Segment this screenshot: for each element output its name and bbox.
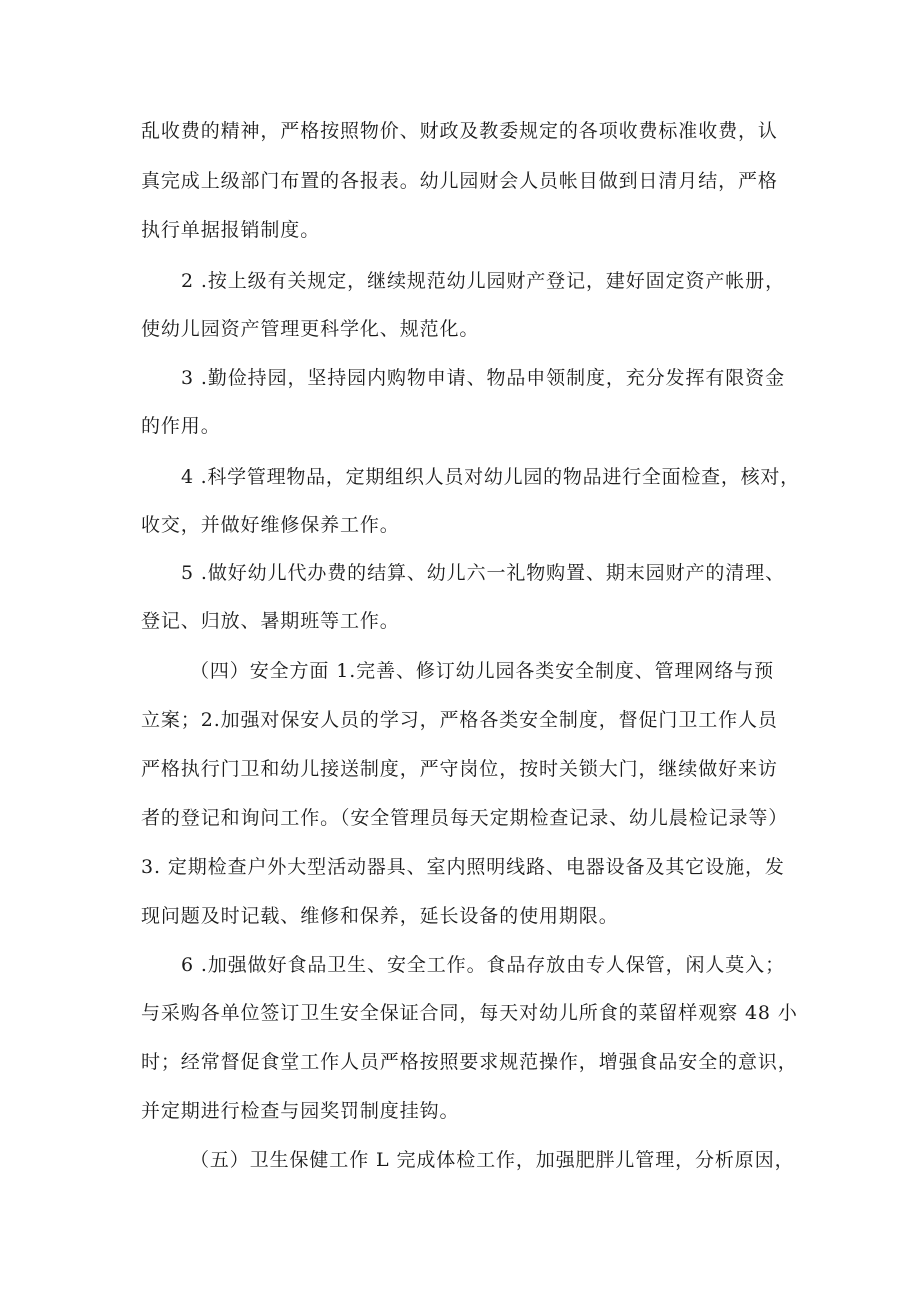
text-line: 严格执行门卫和幼儿接送制度，严守岗位，按时关锁大门，继续做好来访 [141,758,778,780]
text-line: 执行单据报销制度。 [141,219,321,241]
text-line: 的作用。 [141,415,221,437]
text-line: 使幼儿园资产管理更科学化、规范化。 [141,318,480,340]
text-line: 4 .科学管理物品，定期组织人员对幼儿园的物品进行全面检查，核对， [181,466,800,488]
text-line: 与采购各单位签订卫生安全保证合同，每天对幼儿所食的菜留样观察 48 小 [141,1002,798,1024]
text-line: 5 .做好幼儿代办费的结算、幼儿六一礼物购置、期末园财产的清理、 [181,562,785,584]
text-line: 现问题及时记载、维修和保养，延长设备的使用期限。 [141,905,619,927]
text-line: （四）安全方面 1.完善、修订幼儿园各类安全制度、管理网络与预 [190,660,775,682]
text-line: 登记、归放、暑期班等工作。 [141,610,400,632]
text-line: 并定期进行检查与园奖罚制度挂钩。 [141,1100,460,1122]
text-line: 时；经常督促食堂工作人员严格按照要求规范操作，增强食品安全的意识， [141,1051,798,1073]
text-line: 乱收费的精神，严格按照物价、财政及教委规定的各项收费标准收费，认 [141,120,778,142]
text-line: 立案；2.加强对保安人员的学习，严格各类安全制度，督促门卫工作人员 [141,709,778,731]
text-line: 者的登记和询问工作。（安全管理员每天定期检查记录、幼儿晨检记录等） [141,807,789,829]
text-line: 6 .加强做好食品卫生、安全工作。食品存放由专人保管，闲人莫入； [181,954,785,976]
text-line: 3 .勤俭持园，坚持园内购物申请、物品申领制度，充分发挥有限资金 [181,367,785,389]
text-line: 真完成上级部门布置的各报表。幼儿园财会人员帐目做到日清月结，严格 [141,170,778,192]
text-line: （五）卫生保健工作 L 完成体检工作，加强肥胖儿管理，分析原因， [190,1149,795,1171]
text-line: 收交，并做好维修保养工作。 [141,514,400,536]
text-line: 2 .按上级有关规定，继续规范幼儿园财产登记，建好固定资产帐册， [181,270,785,292]
text-line: 3. 定期检查户外大型活动器具、室内照明线路、电器设备及其它设施，发 [141,856,785,878]
